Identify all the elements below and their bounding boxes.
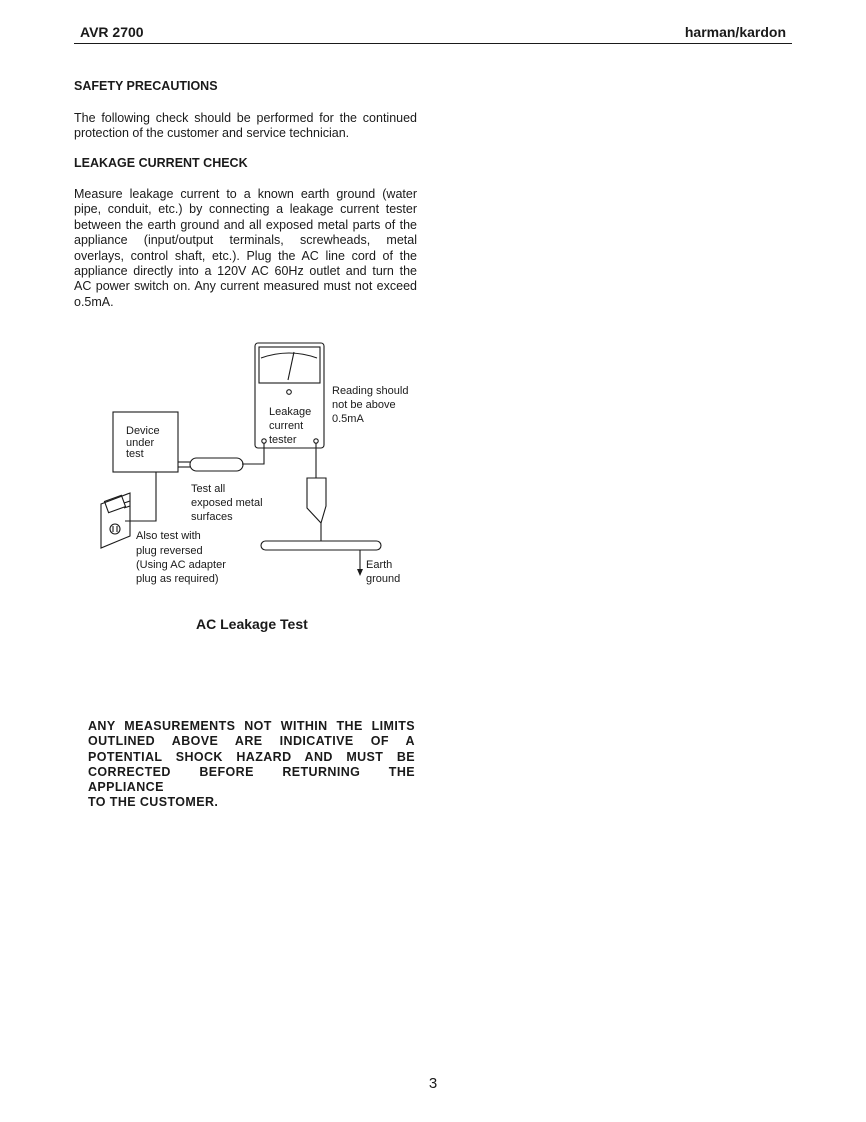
text-line: appliance (input/output terminals, screwheads, metal xyxy=(74,233,417,248)
text-line: appliance directly into a 120V AC 60Hz outlet and turn the xyxy=(74,264,417,279)
probe xyxy=(190,458,243,471)
text-line: Measure leakage current to a known earth ground (water xyxy=(74,187,417,201)
warning-line: POTENTIAL SHOCK HAZARD AND MUST BE xyxy=(88,749,415,764)
header-rule xyxy=(74,43,792,44)
text-line: o.5mA. xyxy=(74,294,114,309)
ac-leakage-diagram xyxy=(90,338,430,593)
reading-label-line: not be above xyxy=(332,399,396,411)
diagram-caption: AC Leakage Test xyxy=(196,616,308,632)
leakage-check-heading: LEAKAGE CURRENT CHECK xyxy=(74,156,248,170)
reversed-label-line: plug reversed xyxy=(136,545,203,557)
warning-line: CORRECTED BEFORE RETURNING THE APPLIANCE xyxy=(88,764,415,795)
earth-rod xyxy=(261,541,381,550)
tester-label-line: current xyxy=(269,420,304,432)
brand-name: harman/kardon xyxy=(684,24,786,40)
earth-label-line: Earth xyxy=(366,559,393,571)
reversed-label-line: (Using AC adapter xyxy=(136,559,226,571)
text-line: overlays, control shaft, etc.). Plug the AC line cord of the xyxy=(74,248,417,263)
surfaces-label-line: Test all xyxy=(191,483,226,495)
earth-label-line: ground xyxy=(366,573,401,585)
reversed-label-line: plug as required) xyxy=(136,573,219,585)
reversed-label-line: Also test with xyxy=(136,530,201,542)
reading-label-line: 0.5mA xyxy=(332,413,364,425)
safety-precautions-text xyxy=(74,111,417,142)
text-line: protection of the customer and service technician. xyxy=(74,126,350,141)
surfaces-label-line: surfaces xyxy=(191,511,233,523)
surfaces-label-line: exposed metal xyxy=(191,497,263,509)
text-line: pipe, conduit, etc.) by connecting a leakage current tester xyxy=(74,202,417,217)
device-label-line: test xyxy=(126,448,144,460)
text-line: AC power switch on. Any current measured must not exceed xyxy=(74,279,417,294)
tester-box xyxy=(255,343,324,448)
device-label-line: Device xyxy=(126,425,160,437)
leakage-check-text xyxy=(74,187,417,310)
warning-text xyxy=(88,719,415,811)
safety-precautions-heading: SAFETY PRECAUTIONS xyxy=(74,79,218,93)
warning-line: OUTLINED ABOVE ARE INDICATIVE OF A xyxy=(88,734,415,749)
page-number: 3 xyxy=(428,1075,438,1092)
warning-line: TO THE CUSTOMER. xyxy=(88,795,219,810)
tester-label-line: Leakage xyxy=(269,406,312,418)
warning-line: ANY MEASUREMENTS NOT WITHIN THE LIMITS xyxy=(88,719,415,733)
text-line: between the earth ground and all exposed metal parts of the xyxy=(74,217,417,232)
model-name: AVR 2700 xyxy=(80,24,144,40)
ground-clamp xyxy=(307,478,326,523)
text-line: The following check should be performed for the continued xyxy=(74,111,417,125)
device-label-line: under xyxy=(126,437,155,449)
tester-label-line: tester xyxy=(269,434,297,446)
reading-label-line: Reading should xyxy=(332,385,409,397)
